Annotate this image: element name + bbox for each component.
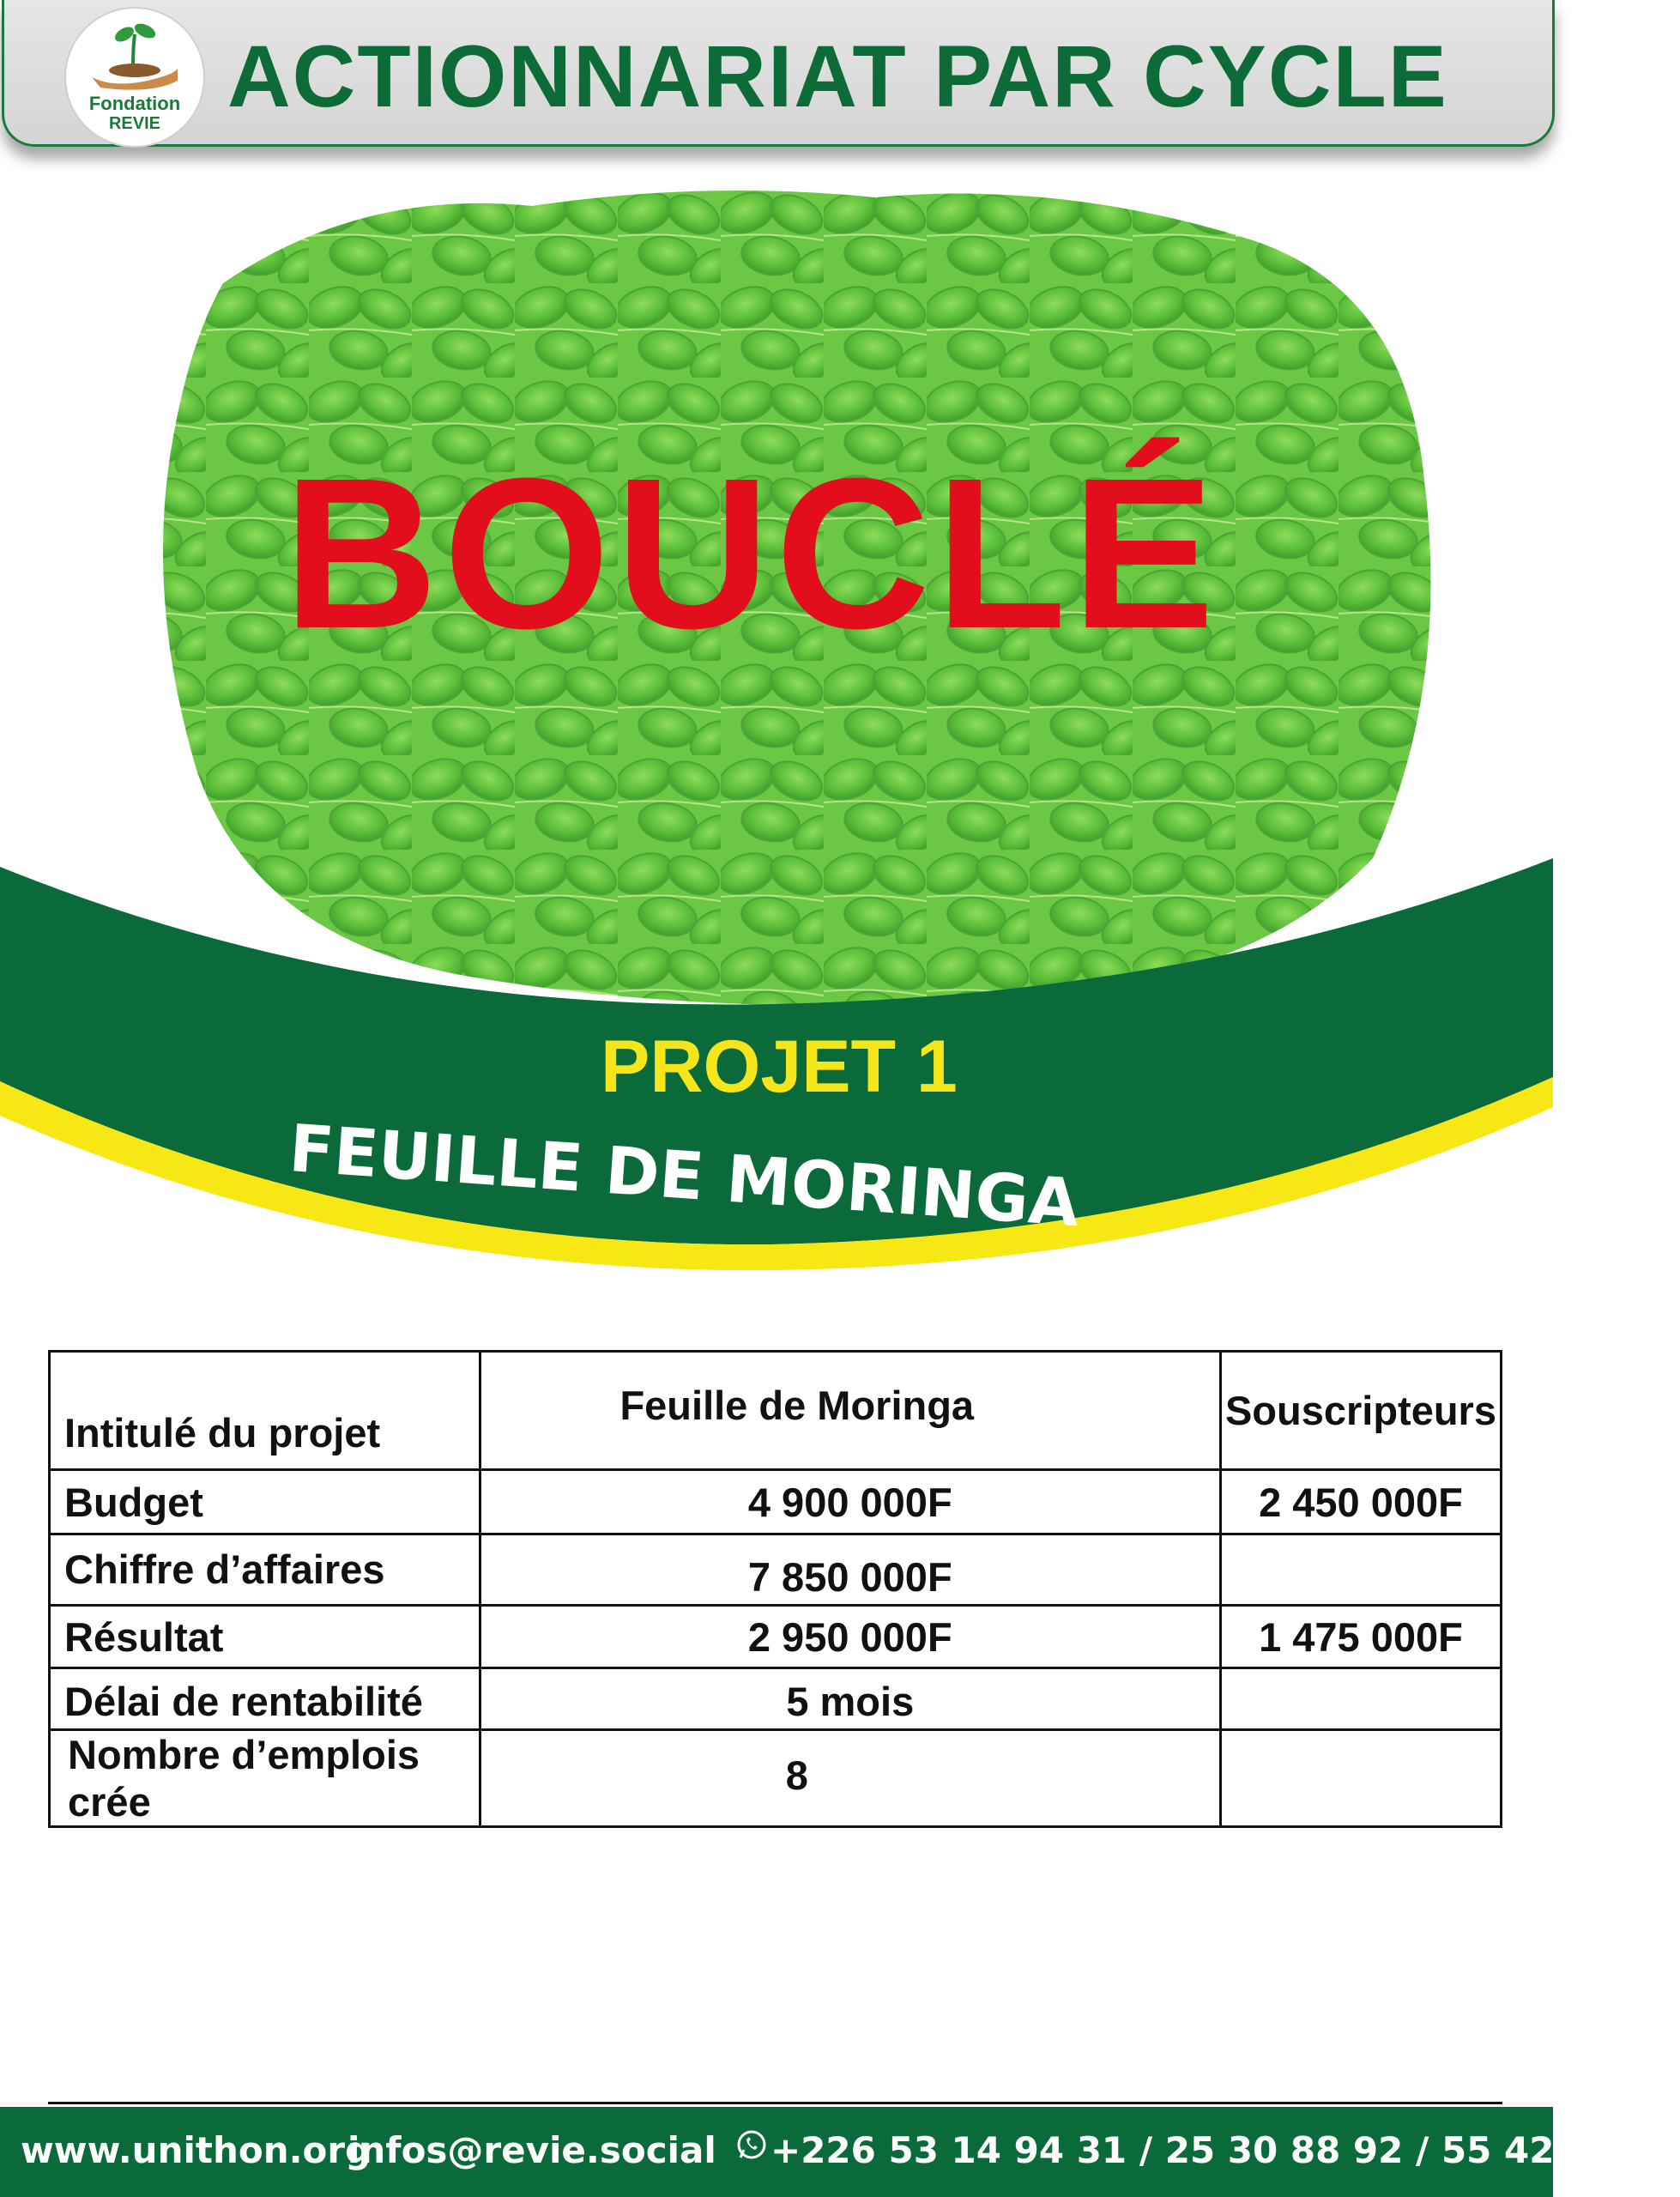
table-cell-label: Nombre d’emplois crée (50, 1730, 480, 1827)
table-cell-extra (1220, 1534, 1501, 1606)
project-name: FEUILLE DE MORINGA (287, 1110, 1082, 1242)
logo-text-fondation: Fondation (88, 93, 181, 114)
table-row (50, 1730, 1502, 1827)
table-row (50, 1470, 1502, 1534)
table-cell-extra: 1 475 000F (1220, 1606, 1501, 1668)
project-number: PROJET 1 (601, 1026, 958, 1108)
table-cell-extra (1220, 1668, 1501, 1730)
table-cell-value: 8 (480, 1730, 1220, 1827)
table-cell-label: Délai de rentabilité (50, 1668, 480, 1730)
table-cell-label: Résultat (50, 1606, 480, 1668)
table-row (50, 1606, 1502, 1668)
table-row (50, 1668, 1502, 1730)
logo-text-revie: REVIE (108, 114, 161, 133)
table-cell-extra: 2 450 000F (1220, 1470, 1501, 1534)
header-banner (2, 0, 1555, 147)
table-row (50, 1352, 1502, 1470)
whatsapp-icon (736, 2129, 767, 2166)
table-cell-extra: Souscripteurs (1220, 1352, 1501, 1470)
table-cell-label: Chiffre d’affaires (50, 1534, 480, 1606)
fondation-revie-logo (64, 7, 205, 148)
footer-bar (0, 2107, 1680, 2197)
table-cell-value: Feuille de Moringa (480, 1352, 1220, 1470)
status-stamp: BOUCLÉ (283, 433, 1220, 673)
table-row (50, 1534, 1502, 1606)
phone-numbers[interactable]: +226 53 14 94 31 / 25 30 88 92 / 55 42 44 44 (771, 2129, 1680, 2171)
table-cell-value: 4 900 000F (480, 1470, 1220, 1534)
website-link[interactable]: www.unithon.org (21, 2129, 372, 2171)
email-link[interactable]: infos@revie.social (347, 2129, 716, 2171)
table-cell-value: 2 950 000F (480, 1606, 1220, 1668)
page-title: ACTIONNARIAT PAR CYCLE (227, 27, 1448, 125)
table-cell-label: Budget (50, 1470, 480, 1534)
table-cell-label: Intitulé du projet (50, 1352, 480, 1470)
project-info-table (48, 1350, 1502, 1828)
table-cell-value: 7 850 000F (480, 1534, 1220, 1606)
hero-illustration (0, 172, 1553, 1287)
footer-divider (48, 2102, 1502, 2104)
table-cell-value: 5 mois (480, 1668, 1220, 1730)
table-cell-extra (1220, 1730, 1501, 1827)
